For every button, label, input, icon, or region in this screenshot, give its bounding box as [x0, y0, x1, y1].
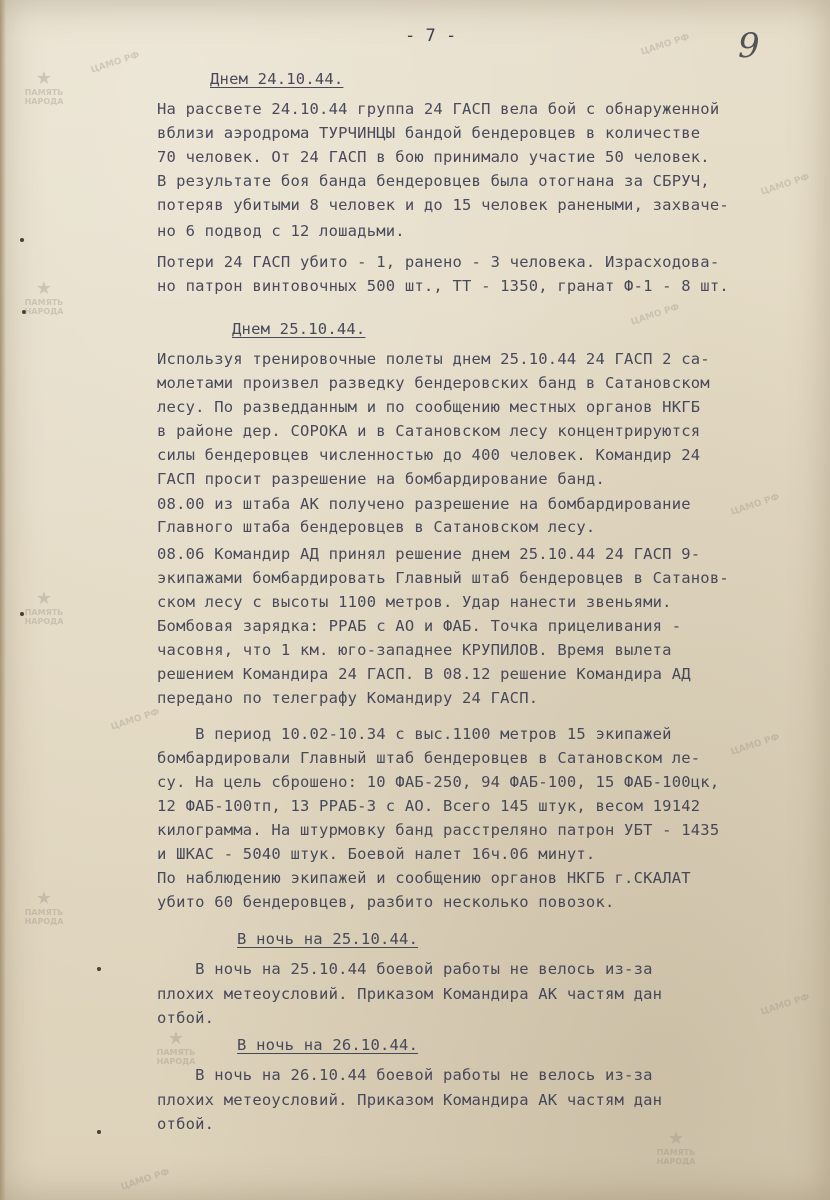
text-line: В результате боя банда бендеровцев была отогнана за СБРУЧ,: [157, 172, 710, 190]
text-line: решением Командира 24 ГАСП. В 08.12 решение Командира АД: [157, 665, 691, 683]
watermark-text: ЦАМО РФ: [119, 1167, 171, 1193]
text-line: Используя тренировочные полеты днем 25.10.44 24 ГАСП 2 са-: [157, 350, 710, 368]
text-line: экипажами бомбардировать Главный штаб бендеровцев в Сатанов-: [157, 569, 729, 587]
section-heading: Днем 25.10.44.: [232, 320, 366, 338]
text-line: лесу. По разведданным и по сообщению местных органов НКГБ: [157, 398, 701, 416]
text-line: Главного штаба бендеровцев в Сатановском лесу.: [157, 518, 596, 536]
text-line: убито 60 бендеровцев, разбито несколько повозок.: [157, 893, 615, 911]
page-number: - 7 -: [405, 26, 457, 46]
watermark-logo: ★ ПАМЯТЬ НАРОДА: [24, 68, 64, 106]
page-edge: [0, 0, 6, 1200]
text-line: плохих метеоусловий. Приказом Командира АК частям дан: [157, 1091, 663, 1109]
watermark-logo: ★ ПАМЯТЬ НАРОДА: [156, 1028, 196, 1066]
text-line: 70 человек. От 24 ГАСП в бою принимало участие 50 человек.: [157, 148, 710, 166]
watermark-logo: ★ ПАМЯТЬ НАРОДА: [24, 888, 64, 926]
section-heading: В ночь на 25.10.44.: [237, 930, 419, 948]
watermark-logo: ★ ПАМЯТЬ НАРОДА: [24, 588, 64, 626]
text-line: но 6 подвод с 12 лошадьми.: [157, 222, 405, 240]
text-line: в районе дер. СОРОКА и в Сатановском лесу концентрируются: [157, 422, 701, 440]
text-line: отбой.: [157, 1115, 215, 1133]
section-heading: В ночь на 26.10.44.: [237, 1036, 419, 1054]
watermark-text: ЦАМО РФ: [89, 50, 141, 76]
watermark-text: ЦАМО РФ: [109, 707, 161, 733]
watermark-text: ЦАМО РФ: [729, 492, 781, 518]
binder-hole: [97, 1130, 101, 1134]
text-line: По наблюдению экипажей и сообщению органов НКГБ г.СКАЛАТ: [157, 869, 691, 887]
binder-hole: [20, 238, 24, 242]
text-line: часовня, что 1 км. юго-западнее КРУПИЛОВ. Время вылета: [157, 641, 672, 659]
text-line: отбой.: [157, 1009, 215, 1027]
folio-number: 9: [738, 26, 760, 66]
watermark-logo: ★ ПАМЯТЬ НАРОДА: [24, 278, 64, 316]
text-line: и ШКАС - 5040 штук. Боевой налет 16ч.06 минут.: [157, 845, 596, 863]
section-heading: Днем 24.10.44.: [210, 70, 344, 88]
text-line: На рассвете 24.10.44 группа 24 ГАСП вела бой с обнаруженной: [157, 100, 720, 118]
text-line: Потери 24 ГАСП убито - 1, ранено - 3 человека. Израсходова-: [157, 253, 720, 271]
binder-hole: [97, 967, 101, 971]
text-line: ском лесу с высоты 1100 метров. Удар нанести звеньями.: [157, 593, 672, 611]
watermark-text: ЦАМО РФ: [629, 302, 681, 328]
text-line: бомбардировали Главный штаб бендеровцев в Сатановском ле-: [157, 749, 701, 767]
text-line: В ночь на 26.10.44 боевой работы не велось из-за: [157, 1066, 653, 1084]
text-line: су. На цель сброшено: 10 ФАБ-250, 94 ФАБ-100, 15 ФАБ-100цк,: [157, 773, 720, 791]
text-line: вблизи аэродрома ТУРЧИНЦЫ бандой бендеровцев в количестве: [157, 124, 701, 142]
text-line: силы бендеровцев численностью до 400 человек. Командир 24: [157, 446, 701, 464]
text-line: плохих метеоусловий. Приказом Командира АК частям дан: [157, 985, 663, 1003]
text-line: 08.00 из штаба АК получено разрешение на бомбардирование: [157, 495, 691, 513]
watermark-text: ЦАМО РФ: [729, 732, 781, 758]
text-line: но патрон винтовочных 500 шт., ТТ - 1350, гранат Ф-1 - 8 шт.: [157, 277, 729, 295]
text-line: 08.06 Командир АД принял решение днем 25.10.44 24 ГАСП 9-: [157, 545, 701, 563]
watermark-text: ЦАМО РФ: [639, 32, 691, 58]
watermark-logo: ★ ПАМЯТЬ НАРОДА: [656, 1128, 696, 1166]
text-line: В ночь на 25.10.44 боевой работы не велось из-за: [157, 960, 653, 978]
watermark-text: ЦАМО РФ: [759, 992, 811, 1018]
text-line: потеряв убитыми 8 человек и до 15 человек ранеными, захваче-: [157, 196, 729, 214]
text-line: 12 ФАБ-100тп, 13 РРАБ-3 с АО. Всего 145 штук, весом 19142: [157, 797, 701, 815]
text-line: молетами произвел разведку бендеровских банд в Сатановском: [157, 374, 710, 392]
text-line: ГАСП просит разрешение на бомбардирование банд.: [157, 470, 605, 488]
watermark-text: ЦАМО РФ: [759, 172, 811, 198]
text-line: передано по телеграфу Командиру 24 ГАСП.: [157, 689, 539, 707]
text-line: Бомбовая зарядка: РРАБ с АО и ФАБ. Точка прицеливания -: [157, 617, 682, 635]
text-line: килограмма. На штурмовку банд расстреляно патрон УБТ - 1435: [157, 821, 720, 839]
text-line: В период 10.02-10.34 с выс.1100 метров 15 экипажей: [157, 725, 672, 743]
